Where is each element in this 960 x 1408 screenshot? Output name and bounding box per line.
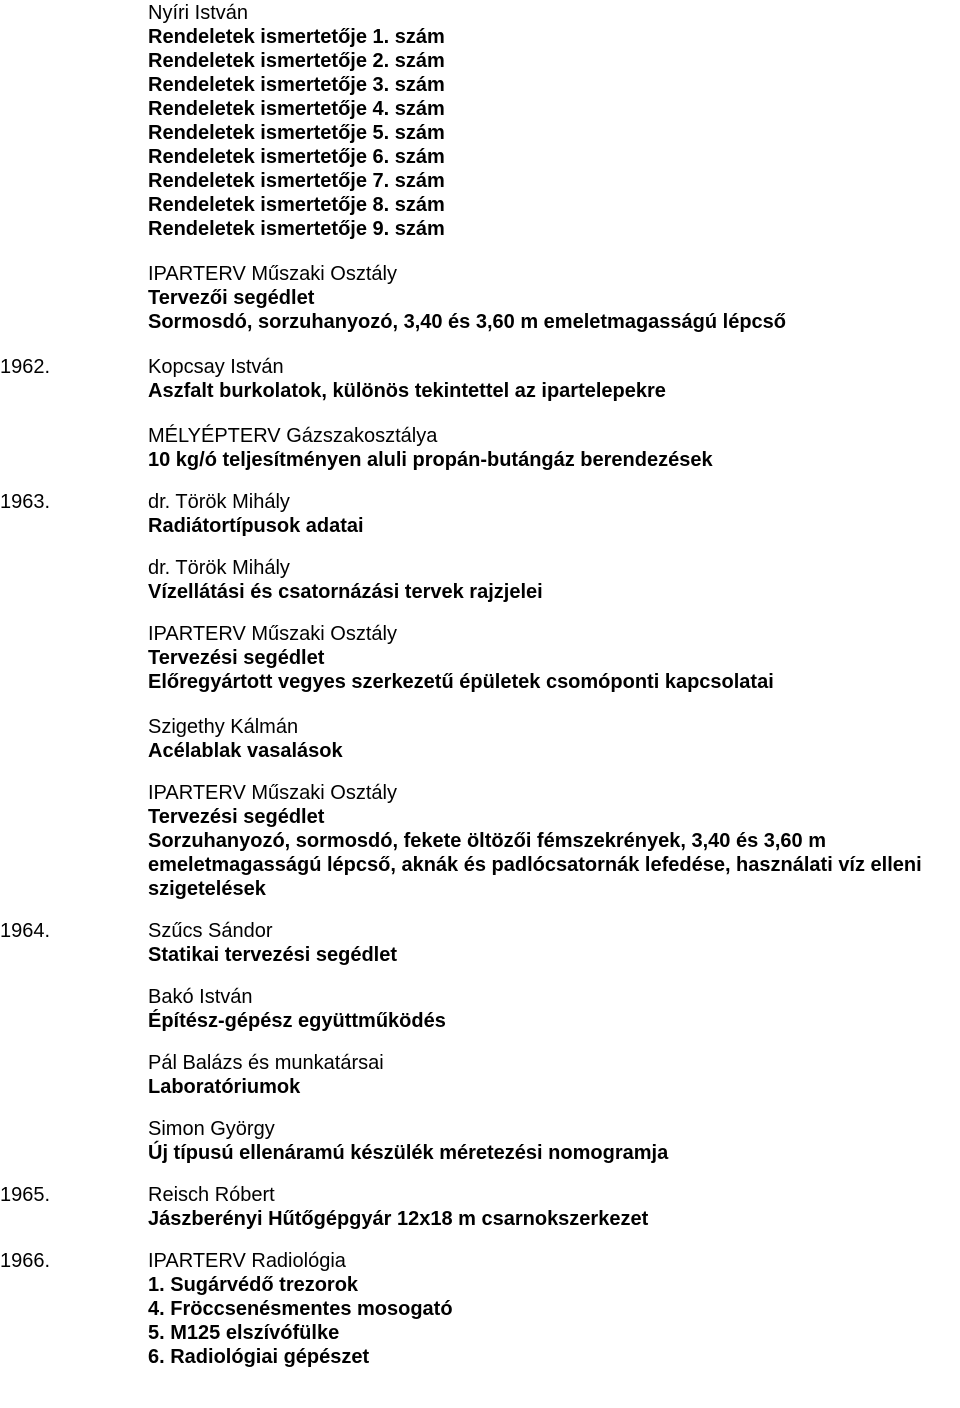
document-line	[0, 286, 960, 310]
publication-title: Rendeletek ismertetője 1. szám	[148, 26, 445, 48]
document-line	[0, 379, 960, 403]
document-line	[0, 670, 960, 694]
publication-title: Acélablak vasalások	[148, 740, 343, 762]
document-line	[0, 121, 960, 145]
publication-title: Rendeletek ismertetője 6. szám	[148, 146, 445, 168]
document-line	[0, 919, 960, 943]
document-line	[0, 646, 960, 670]
document-line	[0, 1, 960, 25]
publication-title: Jászberényi Hűtőgépgyár 12x18 m csarnokszerkezet	[148, 1208, 649, 1230]
publication-title: Rendeletek ismertetője 5. szám	[148, 122, 445, 144]
author-name: Simon György	[148, 1118, 275, 1140]
document-line	[0, 169, 960, 193]
publication-title: Statikai tervezési segédlet	[148, 944, 398, 966]
document-line	[0, 1345, 960, 1369]
document-line	[0, 715, 960, 739]
publication-title: Rendeletek ismertetője 3. szám	[148, 74, 445, 96]
author-name: dr. Török Mihály	[148, 491, 290, 513]
document-line	[0, 310, 960, 334]
document-line	[0, 73, 960, 97]
document-line	[0, 217, 960, 241]
publication-title: Rendeletek ismertetője 7. szám	[148, 170, 445, 192]
publication-title: Tervezési segédlet	[148, 647, 325, 669]
document-line	[0, 943, 960, 967]
publication-title: Aszfalt burkolatok, különös tekintettel az ipartelepekre	[148, 380, 666, 402]
publication-title: Sormosdó, sorzuhanyozó, 3,40 és 3,60 m emeletmagasságú lépcső	[148, 311, 787, 333]
author-name: IPARTERV Radiológia	[148, 1250, 346, 1272]
document-line	[0, 1321, 960, 1345]
author-name: IPARTERV Műszaki Osztály	[148, 623, 397, 645]
document-line	[0, 739, 960, 763]
publication-title: Tervezési segédlet	[148, 806, 325, 828]
publication-title: 5. M125 elszívófülke	[148, 1322, 340, 1344]
year-label: 1964.	[0, 920, 51, 942]
document-line	[0, 262, 960, 286]
document-line	[0, 1009, 960, 1033]
publication-title: 4. Fröccsenésmentes mosogató	[148, 1298, 453, 1320]
document-line	[0, 25, 960, 49]
publication-title: 6. Radiológiai gépészet	[148, 1346, 370, 1368]
publication-title: Rendeletek ismertetője 4. szám	[148, 98, 445, 120]
year-label: 1963.	[0, 491, 51, 513]
year-label: 1966.	[0, 1250, 51, 1272]
publication-title: Sorzuhanyozó, sormosdó, fekete öltözői fémszekrények, 3,40 és 3,60 m	[148, 830, 827, 852]
document-line	[0, 829, 960, 853]
document-line	[0, 985, 960, 1009]
author-name: Szűcs Sándor	[148, 920, 273, 942]
publication-title: Új típusú ellenáramú készülék méretezési nomogramja	[148, 1142, 669, 1164]
author-name: IPARTERV Műszaki Osztály	[148, 263, 397, 285]
document-line	[0, 1207, 960, 1231]
publication-title: Laboratóriumok	[148, 1076, 301, 1098]
document-line	[0, 1183, 960, 1207]
publication-title: 10 kg/ó teljesítményen aluli propán-butángáz berendezések	[148, 449, 713, 471]
document-line	[0, 580, 960, 604]
document-line	[0, 877, 960, 901]
document-line	[0, 1273, 960, 1297]
publication-title: szigetelések	[148, 878, 266, 900]
publication-title: Tervezői segédlet	[148, 287, 315, 309]
author-name: Reisch Róbert	[148, 1184, 275, 1206]
document-line	[0, 805, 960, 829]
document-line	[0, 49, 960, 73]
author-name: IPARTERV Műszaki Osztály	[148, 782, 397, 804]
publication-title: Radiátortípusok adatai	[148, 515, 364, 537]
document-line	[0, 556, 960, 580]
author-name: dr. Török Mihály	[148, 557, 290, 579]
author-name: Pál Balázs és munkatársai	[148, 1052, 384, 1074]
document-line	[0, 1051, 960, 1075]
document-line	[0, 448, 960, 472]
publication-title: Rendeletek ismertetője 2. szám	[148, 50, 445, 72]
author-name: MÉLYÉPTERV Gázszakosztálya	[148, 425, 438, 447]
document-line	[0, 781, 960, 805]
publication-title: Rendeletek ismertetője 8. szám	[148, 194, 445, 216]
document-line	[0, 1249, 960, 1273]
year-label: 1965.	[0, 1184, 51, 1206]
author-name: Szigethy Kálmán	[148, 716, 299, 738]
document-line	[0, 97, 960, 121]
document-line	[0, 193, 960, 217]
document-line	[0, 1141, 960, 1165]
document-line	[0, 355, 960, 379]
document-line	[0, 145, 960, 169]
document-line	[0, 1117, 960, 1141]
author-name: Bakó István	[148, 986, 253, 1008]
document-line	[0, 514, 960, 538]
publication-title: 1. Sugárvédő trezorok	[148, 1274, 359, 1296]
author-name: Kopcsay István	[148, 356, 284, 378]
document-line	[0, 424, 960, 448]
document-line	[0, 1297, 960, 1321]
document-line	[0, 490, 960, 514]
document-line	[0, 853, 960, 877]
publication-title: Építész-gépész együttműködés	[148, 1010, 446, 1032]
publication-title: emeletmagasságú lépcső, aknák és padlócsatornák lefedése, használati víz elleni	[148, 854, 922, 876]
year-label: 1962.	[0, 356, 51, 378]
document-line	[0, 1075, 960, 1099]
publication-title: Vízellátási és csatornázási tervek rajzjelei	[148, 581, 543, 603]
publication-title: Rendeletek ismertetője 9. szám	[148, 218, 445, 240]
document-line	[0, 622, 960, 646]
publication-title: Előregyártott vegyes szerkezetű épületek csomóponti kapcsolatai	[148, 671, 774, 693]
author-name: Nyíri István	[148, 2, 249, 24]
